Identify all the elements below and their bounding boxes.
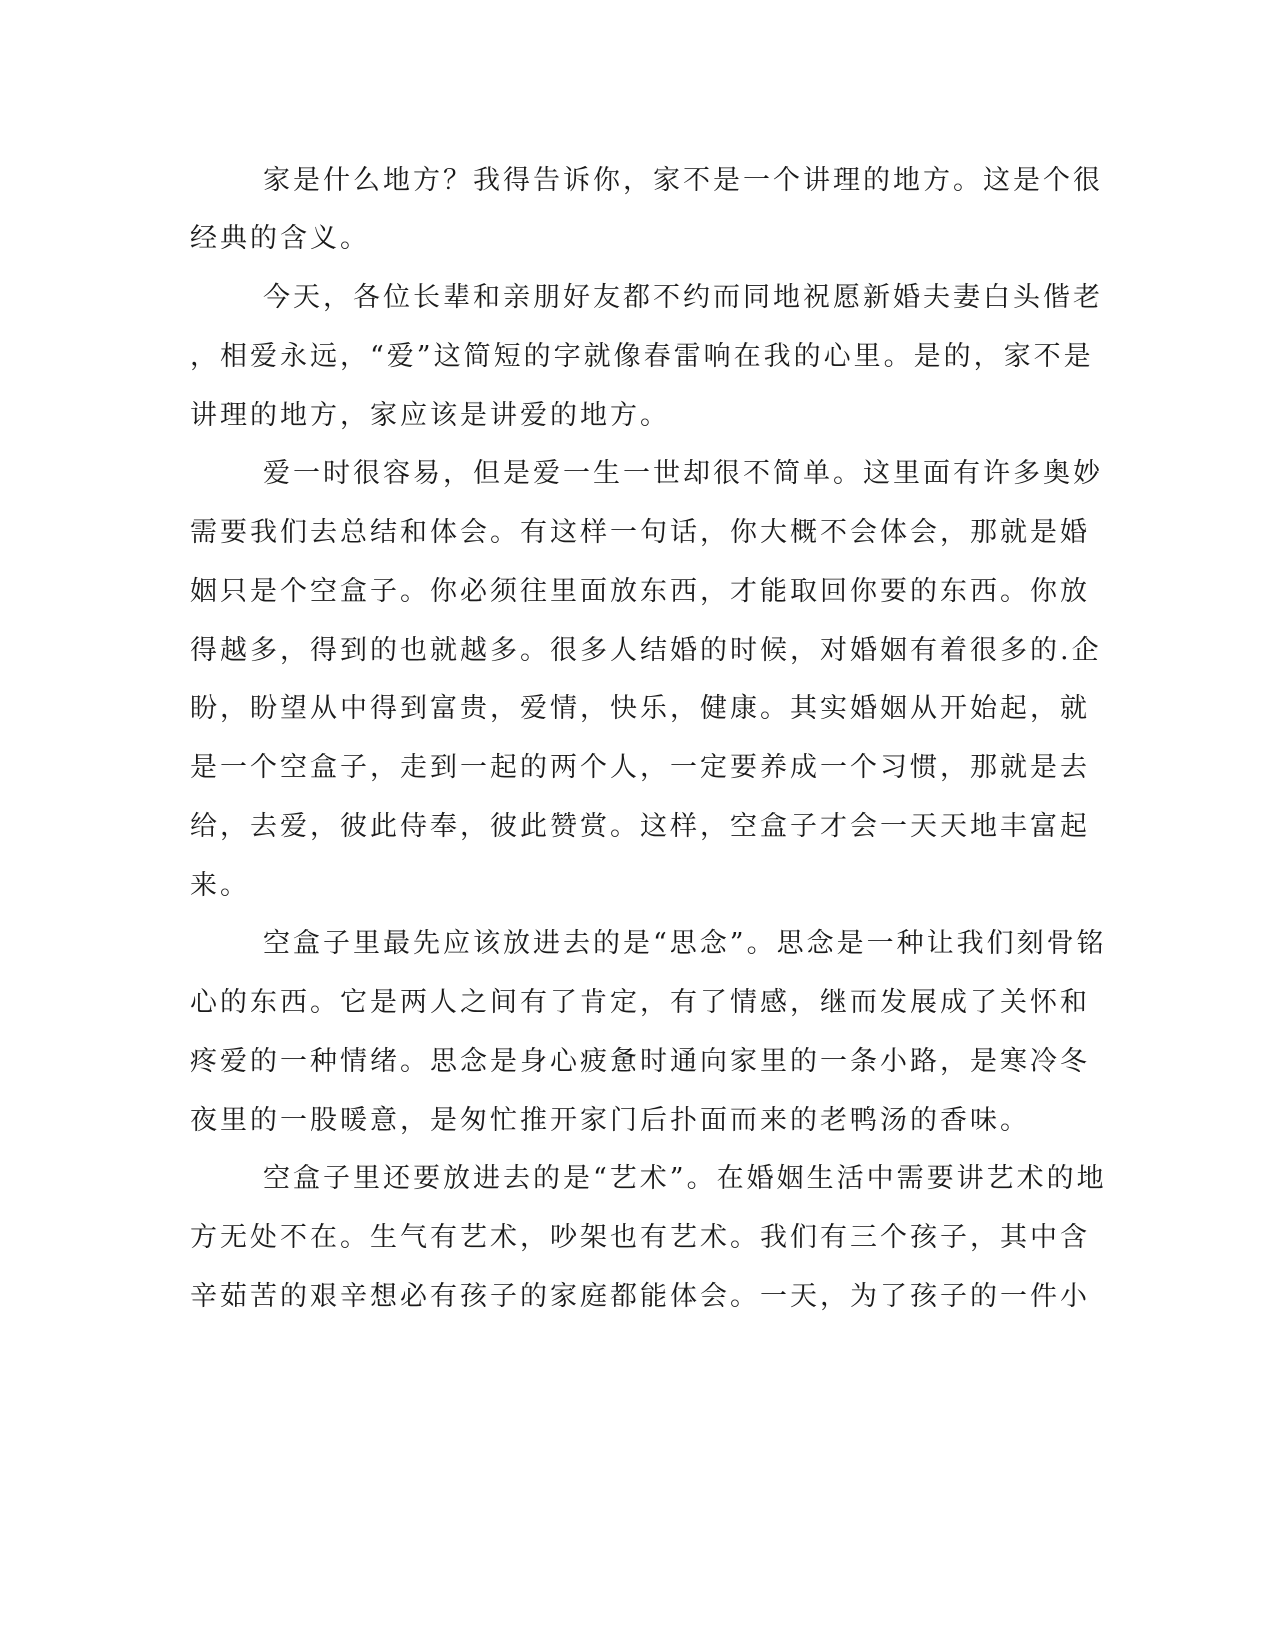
paragraph-3-line-3: 姻只是个空盒子。你必须往里面放东西，才能取回你要的东西。你放: [190, 576, 1090, 607]
paragraph-1-line-2: 经典的含义。: [190, 223, 370, 254]
paragraph-3-line-2: 需要我们去总结和体会。有这样一句话，你大概不会体会，那就是婚: [190, 517, 1090, 548]
paragraph-4-line-4: 夜里的一股暖意，是匆忙推开家门后扑面而来的老鸭汤的香味。: [190, 1105, 1030, 1136]
paragraph-3-line-6: 是一个空盒子，走到一起的两个人，一定要养成一个习惯，那就是去: [190, 752, 1090, 783]
paragraph-3-line-1: 爱一时很容易，但是爱一生一世却很不简单。这里面有许多奥妙: [263, 458, 1103, 489]
paragraph-4-line-3: 疼爱的一种情绪。思念是身心疲惫时通向家里的一条小路，是寒冷冬: [190, 1046, 1090, 1077]
paragraph-4-line-1: 空盒子里最先应该放进去的是“思念”。思念是一种让我们刻骨铭: [263, 928, 1107, 959]
paragraph-4-line-2: 心的东西。它是两人之间有了肯定，有了情感，继而发展成了关怀和: [190, 987, 1090, 1018]
paragraph-2-line-2: ，相爱永远，“爱”这简短的字就像春雷响在我的心里。是的，家不是: [190, 341, 1094, 372]
paragraph-5-line-3: 辛茹苦的艰辛想必有孩子的家庭都能体会。一天，为了孩子的一件小: [190, 1281, 1090, 1312]
paragraph-3-line-4: 得越多，得到的也就越多。很多人结婚的时候，对婚姻有着很多的.企: [190, 635, 1102, 666]
paragraph-3-line-7: 给，去爱，彼此侍奉，彼此赞赏。这样，空盒子才会一天天地丰富起: [190, 811, 1090, 842]
paragraph-2-line-3: 讲理的地方，家应该是讲爱的地方。: [190, 400, 670, 431]
paragraph-1-line-1: 家是什么地方？我得告诉你，家不是一个讲理的地方。这是个很: [263, 165, 1103, 196]
paragraph-3-line-5: 盼，盼望从中得到富贵，爱情，快乐，健康。其实婚姻从开始起，就: [190, 693, 1090, 724]
paragraph-3-line-8: 来。: [190, 870, 250, 901]
paragraph-5-line-1: 空盒子里还要放进去的是“艺术”。在婚姻生活中需要讲艺术的地: [263, 1163, 1107, 1194]
paragraph-5-line-2: 方无处不在。生气有艺术，吵架也有艺术。我们有三个孩子，其中含: [190, 1222, 1090, 1253]
paragraph-2-line-1: 今天，各位长辈和亲朋好友都不约而同地祝愿新婚夫妻白头偕老: [263, 282, 1103, 313]
